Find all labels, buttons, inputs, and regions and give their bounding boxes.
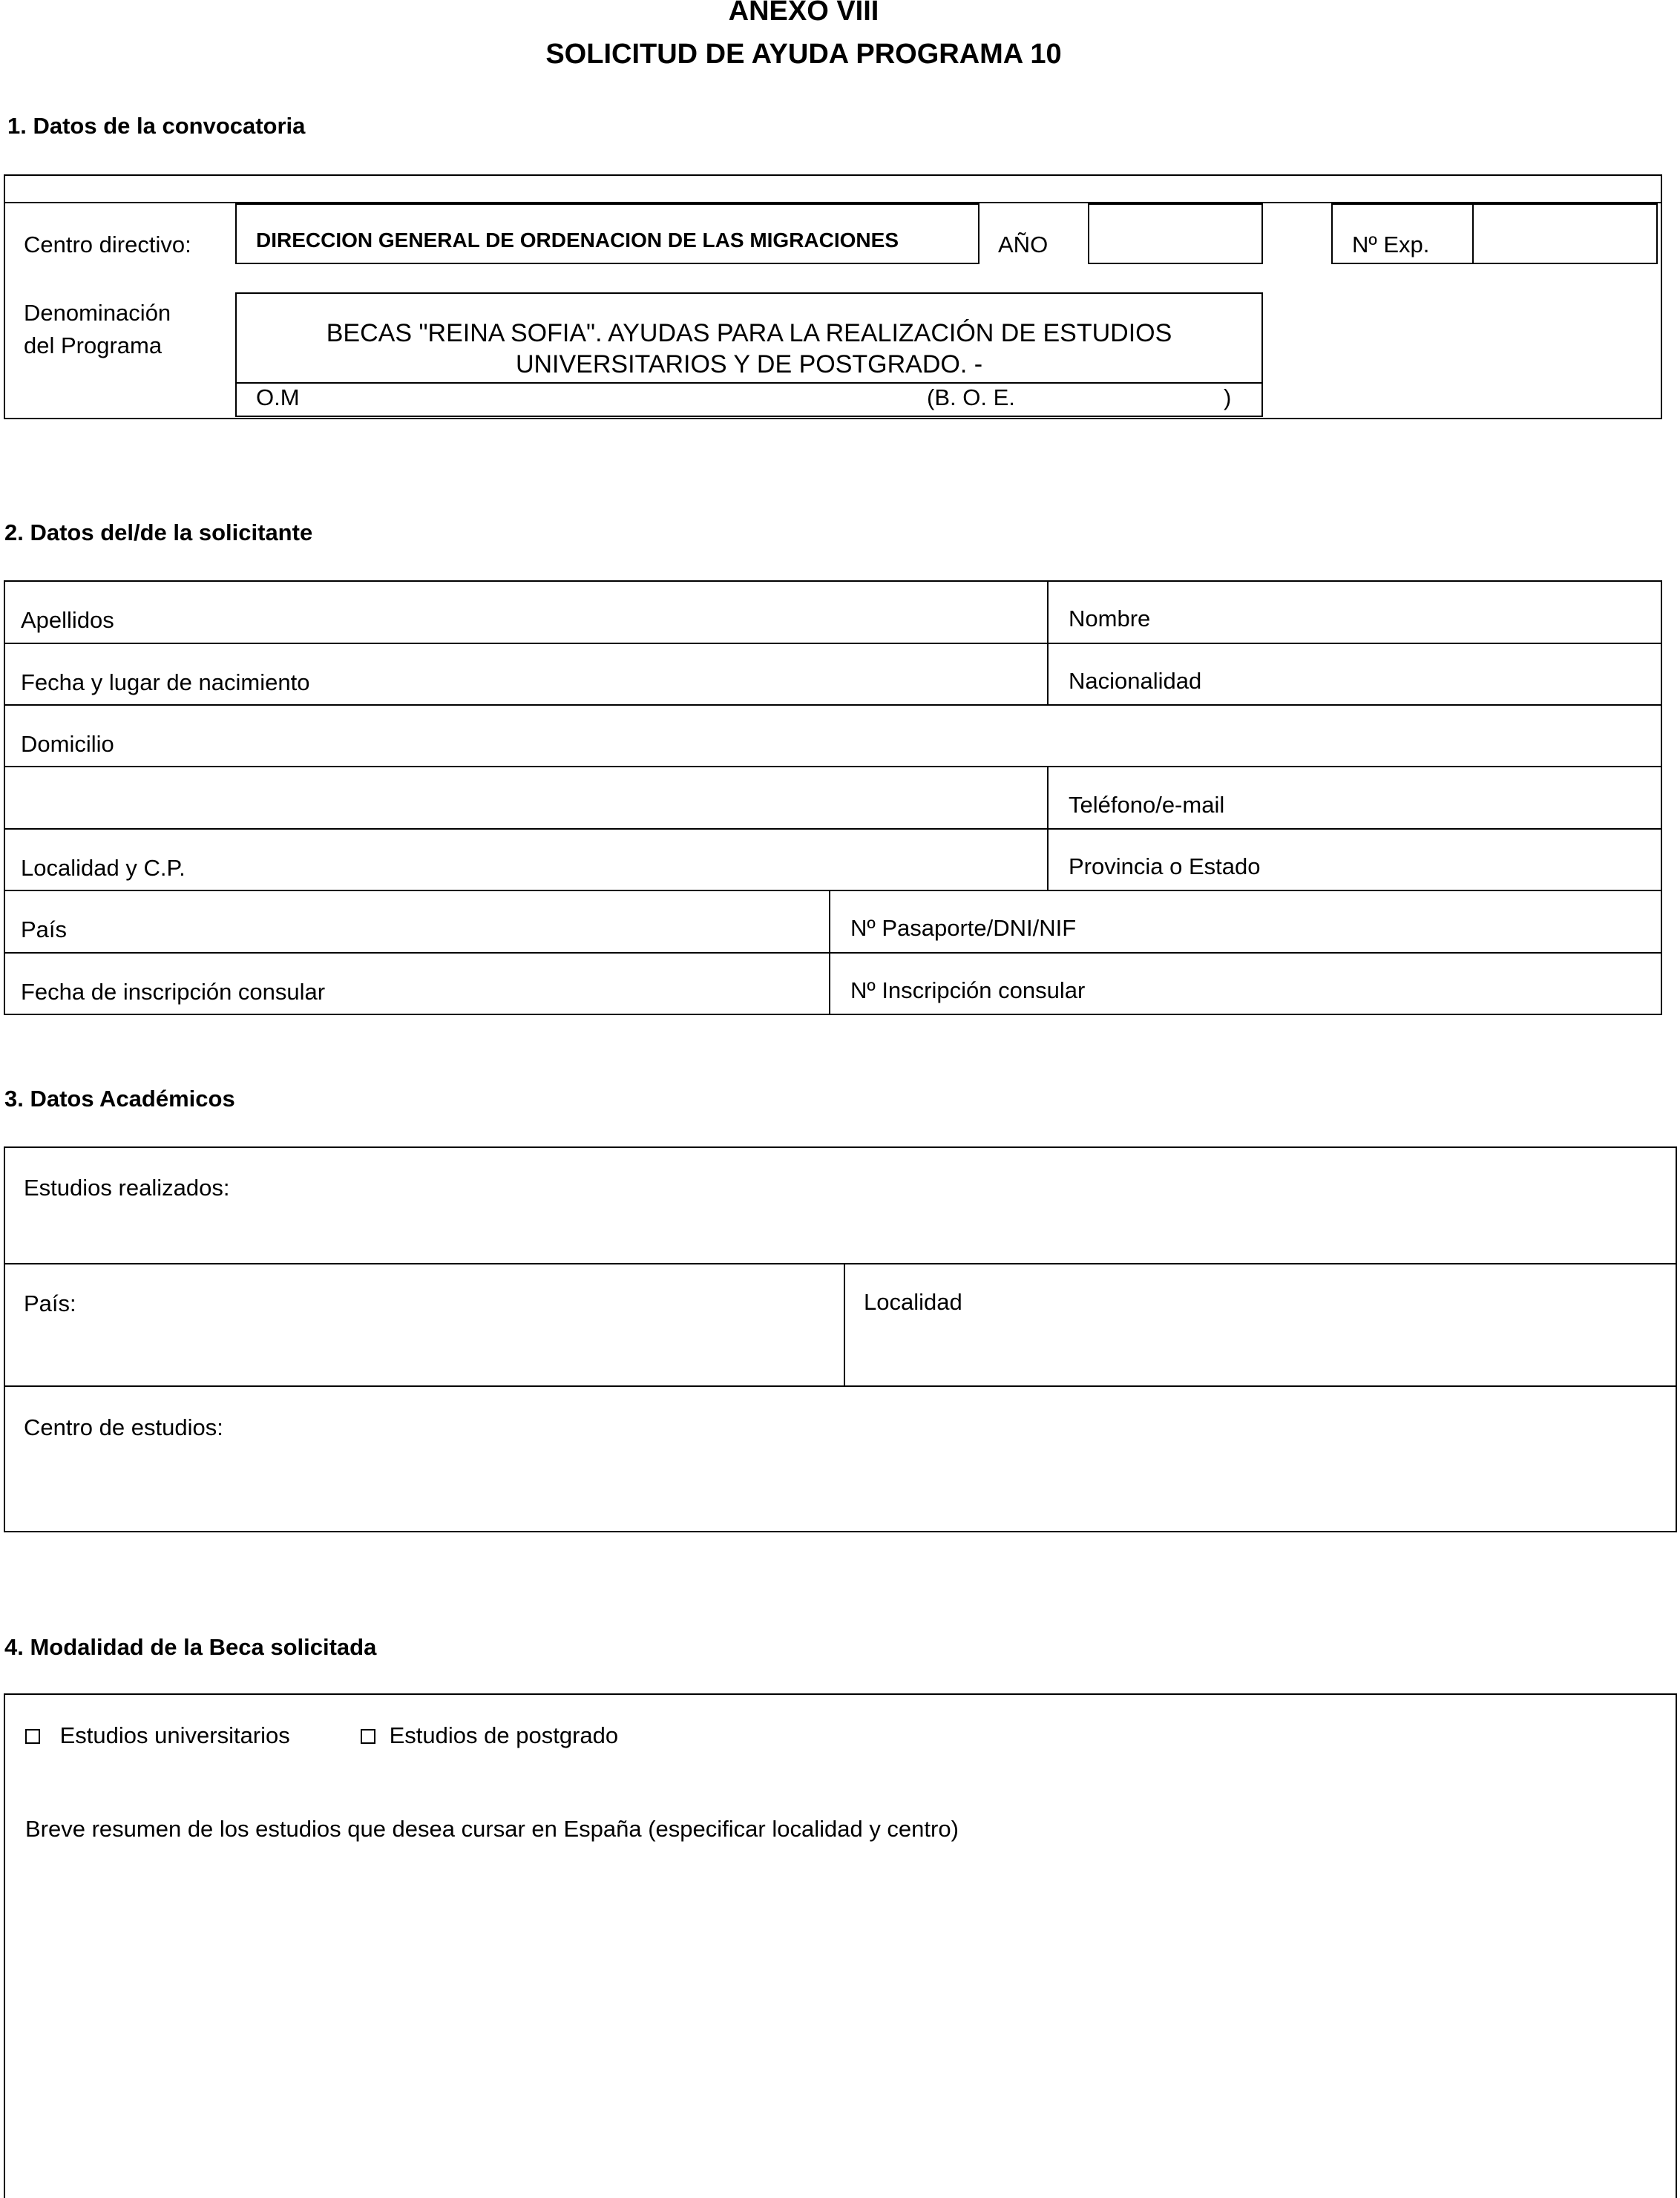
boe-label: (B. O. E.: [927, 384, 1015, 410]
boe-close: ): [1224, 384, 1232, 410]
resumen-label: Breve resumen de los estudios que desea cursar en España (especificar localidad y centro): [25, 1816, 959, 1842]
programa-line2: UNIVERSITARIOS Y DE POSTGRADO. -: [515, 350, 983, 378]
form-title: SOLICITUD DE AYUDA PROGRAMA 10: [545, 39, 1062, 70]
academico-pais-field[interactable]: [5, 1264, 844, 1385]
fecha-inscripcion-label: Fecha de inscripción consular: [21, 979, 326, 1005]
option-universitarios[interactable]: [25, 1722, 290, 1749]
expediente-field[interactable]: [1474, 205, 1656, 263]
estudios-realizados-label: Estudios realizados:: [24, 1175, 230, 1201]
centro-directivo-value: DIRECCION GENERAL DE ORDENACION DE LAS MIGRACIONES: [256, 229, 899, 252]
centro-estudios-label: Centro de estudios:: [24, 1414, 223, 1440]
om-label: O.M: [256, 384, 300, 410]
checkbox-postgrado[interactable]: [361, 1729, 375, 1744]
section1-heading: 1. Datos de la convocatoria: [7, 113, 306, 139]
nombre-label: Nombre: [1069, 606, 1151, 631]
apellidos-field[interactable]: [5, 582, 1047, 643]
provincia-label: Provincia o Estado: [1069, 853, 1261, 879]
domicilio-continuation-field[interactable]: [5, 767, 1047, 828]
option-universitarios-label: Estudios universitarios: [59, 1722, 290, 1748]
academico-localidad-field[interactable]: [845, 1264, 1676, 1385]
centro-directivo-label: Centro directivo:: [24, 232, 191, 257]
annex-title: ANEXO VIII: [728, 0, 879, 27]
option-postgrado-label: Estudios de postgrado: [389, 1722, 619, 1748]
pasaporte-label: Nº Pasaporte/DNI/NIF: [850, 915, 1077, 941]
section4-heading: 4. Modalidad de la Beca solicitada: [4, 1634, 377, 1660]
ano-field[interactable]: [1088, 203, 1263, 264]
expediente-label: Nº Exp.: [1352, 232, 1430, 257]
apellidos-label: Apellidos: [21, 607, 114, 633]
centro-directivo-field[interactable]: [235, 203, 980, 264]
denominacion-label-line1: Denominación: [24, 300, 171, 326]
localidad-cp-label: Localidad y C.P.: [21, 855, 186, 881]
resumen-textarea[interactable]: [15, 1855, 1662, 2193]
ano-label: AÑO: [998, 232, 1049, 257]
programa-box: [235, 292, 1263, 417]
domicilio-field[interactable]: [5, 706, 1661, 766]
domicilio-label: Domicilio: [21, 731, 114, 757]
section3-heading: 3. Datos Académicos: [4, 1086, 235, 1112]
estudios-realizados-field[interactable]: [5, 1148, 1676, 1263]
centro-estudios-field[interactable]: [5, 1387, 1676, 1531]
nacionalidad-label: Nacionalidad: [1069, 668, 1202, 694]
pais-label: País: [21, 916, 68, 942]
option-postgrado[interactable]: [361, 1722, 618, 1749]
telefono-label: Teléfono/e-mail: [1069, 792, 1225, 818]
pais-field[interactable]: [5, 891, 829, 952]
academico-localidad-label: Localidad: [864, 1289, 962, 1315]
denominacion-label-line2: del Programa: [24, 332, 163, 358]
academico-pais-label: País:: [24, 1290, 76, 1316]
om-field[interactable]: [311, 384, 1164, 415]
fecha-lugar-label: Fecha y lugar de nacimiento: [21, 669, 310, 695]
section2-heading: 2. Datos del/de la solicitante: [4, 519, 313, 545]
expediente-box: [1331, 203, 1658, 264]
checkbox-universitarios[interactable]: [25, 1729, 40, 1744]
num-inscripcion-label: Nº Inscripción consular: [850, 977, 1086, 1003]
programa-line1: BECAS "REINA SOFIA". AYUDAS PARA LA REALIZACIÓN DE ESTUDIOS: [326, 319, 1172, 347]
